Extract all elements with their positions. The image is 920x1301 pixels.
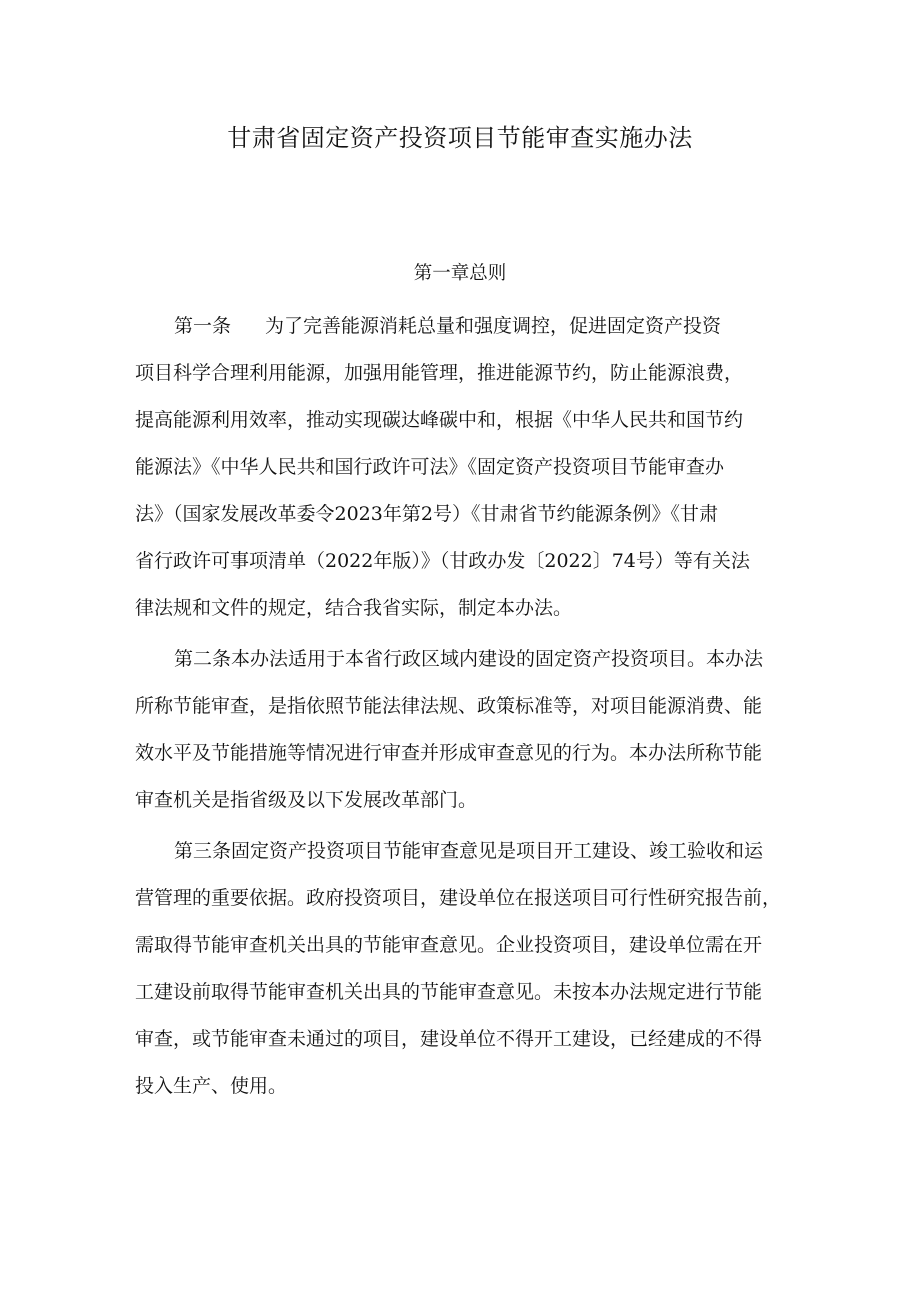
- paragraph-line: 项目科学合理利用能源，加强用能管理，推进能源节约，防止能源浪费，: [135, 362, 744, 384]
- document-title: 甘肃省固定资产投资项目节能审查实施办法: [227, 124, 693, 152]
- paragraph-line: 审查机关是指省级及以下发展改革部门。: [135, 789, 478, 811]
- paragraph-line: 律法规和文件的规定，结合我省实际，制定本办法。: [135, 597, 573, 619]
- paragraph-line: 工建设前取得节能审查机关出具的节能审查意见。未按本办法规定进行节能: [135, 981, 763, 1003]
- paragraph-line: 第三条固定资产投资项目节能审查意见是项目开工建设、竣工验收和运: [174, 840, 764, 862]
- paragraph-line: 审查，或节能审查未通过的项目，建设单位不得开工建设，已经建成的不得: [135, 1028, 763, 1050]
- line-text: 为了完善能源消耗总量和强度调控，促进固定资产投资: [265, 315, 722, 337]
- article-label: 第一条: [174, 315, 232, 337]
- paragraph-line: 需取得节能审查机关出具的节能审查意见。企业投资项目，建设单位需在开: [135, 934, 763, 956]
- paragraph-line: 提高能源利用效率，推动实现碳达峰碳中和，根据《中华人民共和国节约: [135, 409, 744, 431]
- paragraph-line: 能源法》《中华人民共和国行政许可法》《固定资产投资项目节能审查办: [135, 456, 725, 478]
- paragraph-line: 效水平及节能措施等情况进行审查并形成审查意见的行为。本办法所称节能: [135, 742, 763, 764]
- chapter-heading: 第一章总则: [413, 263, 507, 284]
- paragraph-line: 省行政许可事项清单（2022年版）》（甘政办发〔2022〕74号）等有关法: [135, 550, 750, 572]
- paragraph-line: [0, 310, 920, 342]
- paragraph-line: 投入生产、使用。: [135, 1075, 288, 1097]
- paragraph-line: 所称节能审查，是指依照节能法律法规、政策标准等，对项目能源消费、能: [135, 695, 763, 717]
- paragraph-line: 第二条本办法适用于本省行政区域内建设的固定资产投资项目。本办法: [174, 648, 764, 670]
- paragraph-line: 营管理的重要依据。政府投资项目，建设单位在报送项目可行性研究报告前，: [135, 887, 782, 909]
- paragraph-line: 法》（国家发展改革委令2023年第2号）《甘肃省节约能源条例》《甘肃: [135, 503, 718, 525]
